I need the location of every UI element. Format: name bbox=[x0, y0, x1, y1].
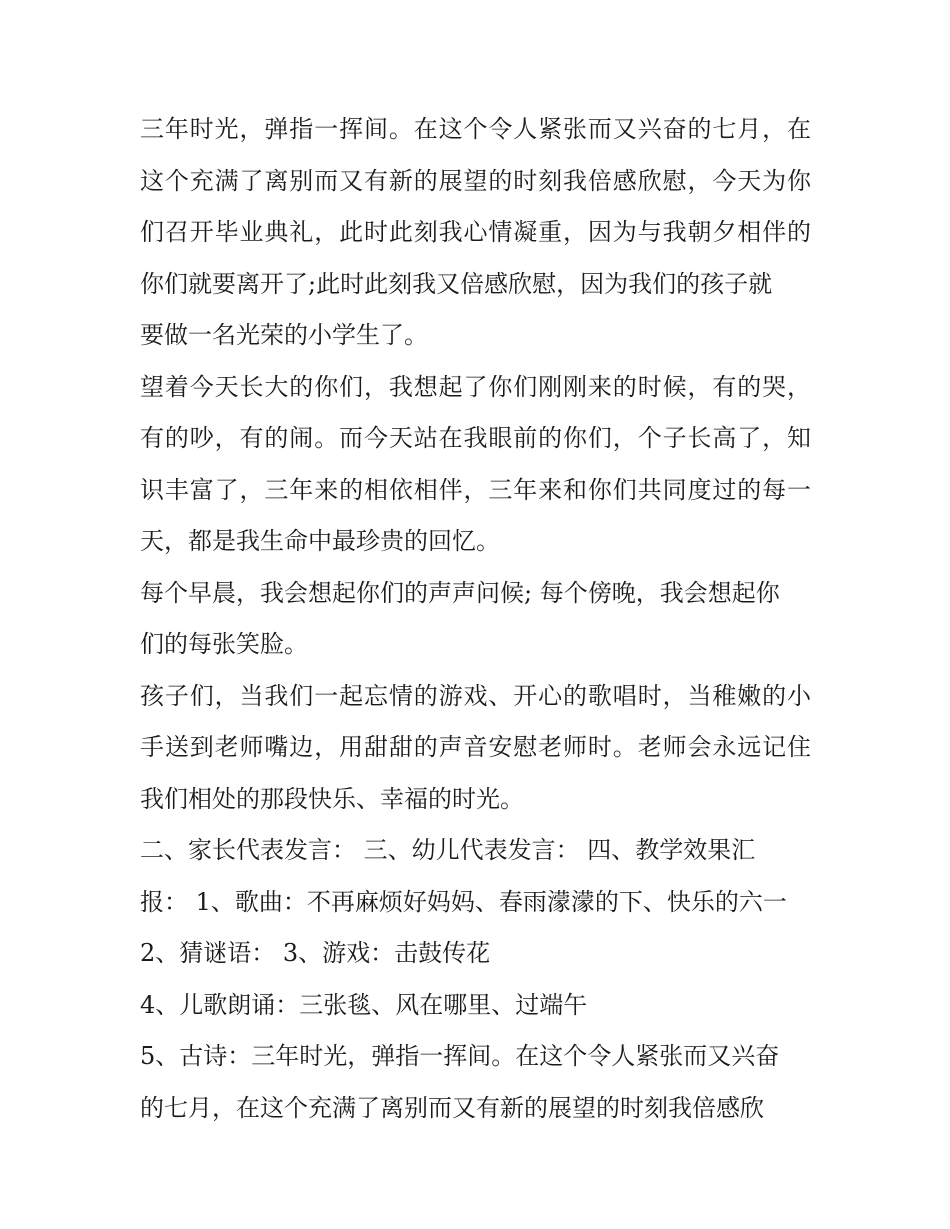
text-line: 你们就要离开了;此时此刻我又倍感欣慰，因为我们的孩子就 bbox=[140, 269, 773, 298]
text-line: 手送到老师嘴边，用甜甜的声音安慰老师时。老师会永远记住 bbox=[140, 733, 811, 761]
document-body bbox=[140, 104, 820, 1134]
text-line: 我们相处的那段快乐、幸福的时光。 bbox=[140, 784, 524, 813]
text-line: 报： 1、歌曲：不再麻烦好妈妈、春雨濛濛的下、快乐的六一 bbox=[140, 887, 787, 916]
text-line: 4、儿歌朗诵：三张毯、风在哪里、过端午 bbox=[140, 990, 588, 1019]
text-line: 5、古诗：三年时光，弹指一挥间。在这个令人紧张而又兴奋 bbox=[140, 1042, 780, 1070]
text-line: 的七月，在这个充满了离别而又有新的展望的时刻我倍感欣 bbox=[140, 1093, 764, 1122]
text-line: 要做一名光荣的小学生了。 bbox=[140, 321, 428, 349]
text-line: 每个早晨，我会想起你们的声声问候; 每个傍晚，我会想起你 bbox=[140, 578, 780, 607]
text-line: 们的每张笑脸。 bbox=[140, 630, 308, 658]
text-line: 三年时光，弹指一挥间。在这个令人紧张而又兴奋的七月，在 bbox=[140, 115, 811, 143]
text-line: 天，都是我生命中最珍贵的回忆。 bbox=[140, 527, 500, 555]
text-line: 二、家长代表发言： 三、幼儿代表发言： 四、教学效果汇 bbox=[140, 836, 756, 864]
text-line: 们召开毕业典礼，此时此刻我心情凝重，因为与我朝夕相伴的 bbox=[140, 218, 811, 246]
text-line: 2、猜谜语： 3、游戏：击鼓传花 bbox=[140, 939, 491, 967]
text-line: 识丰富了，三年来的相依相伴，三年来和你们共同度过的每一 bbox=[140, 475, 811, 504]
text-line: 有的吵，有的闹。而今天站在我眼前的你们，个子长高了，知 bbox=[140, 424, 811, 452]
text-line: 望着今天长大的你们，我想起了你们刚刚来的时候，有的哭， bbox=[140, 372, 811, 401]
text-line: 这个充满了离别而又有新的展望的时刻我倍感欣慰，今天为你 bbox=[140, 166, 811, 195]
text-line: 孩子们，当我们一起忘情的游戏、开心的歌唱时，当稚嫩的小 bbox=[140, 681, 811, 710]
